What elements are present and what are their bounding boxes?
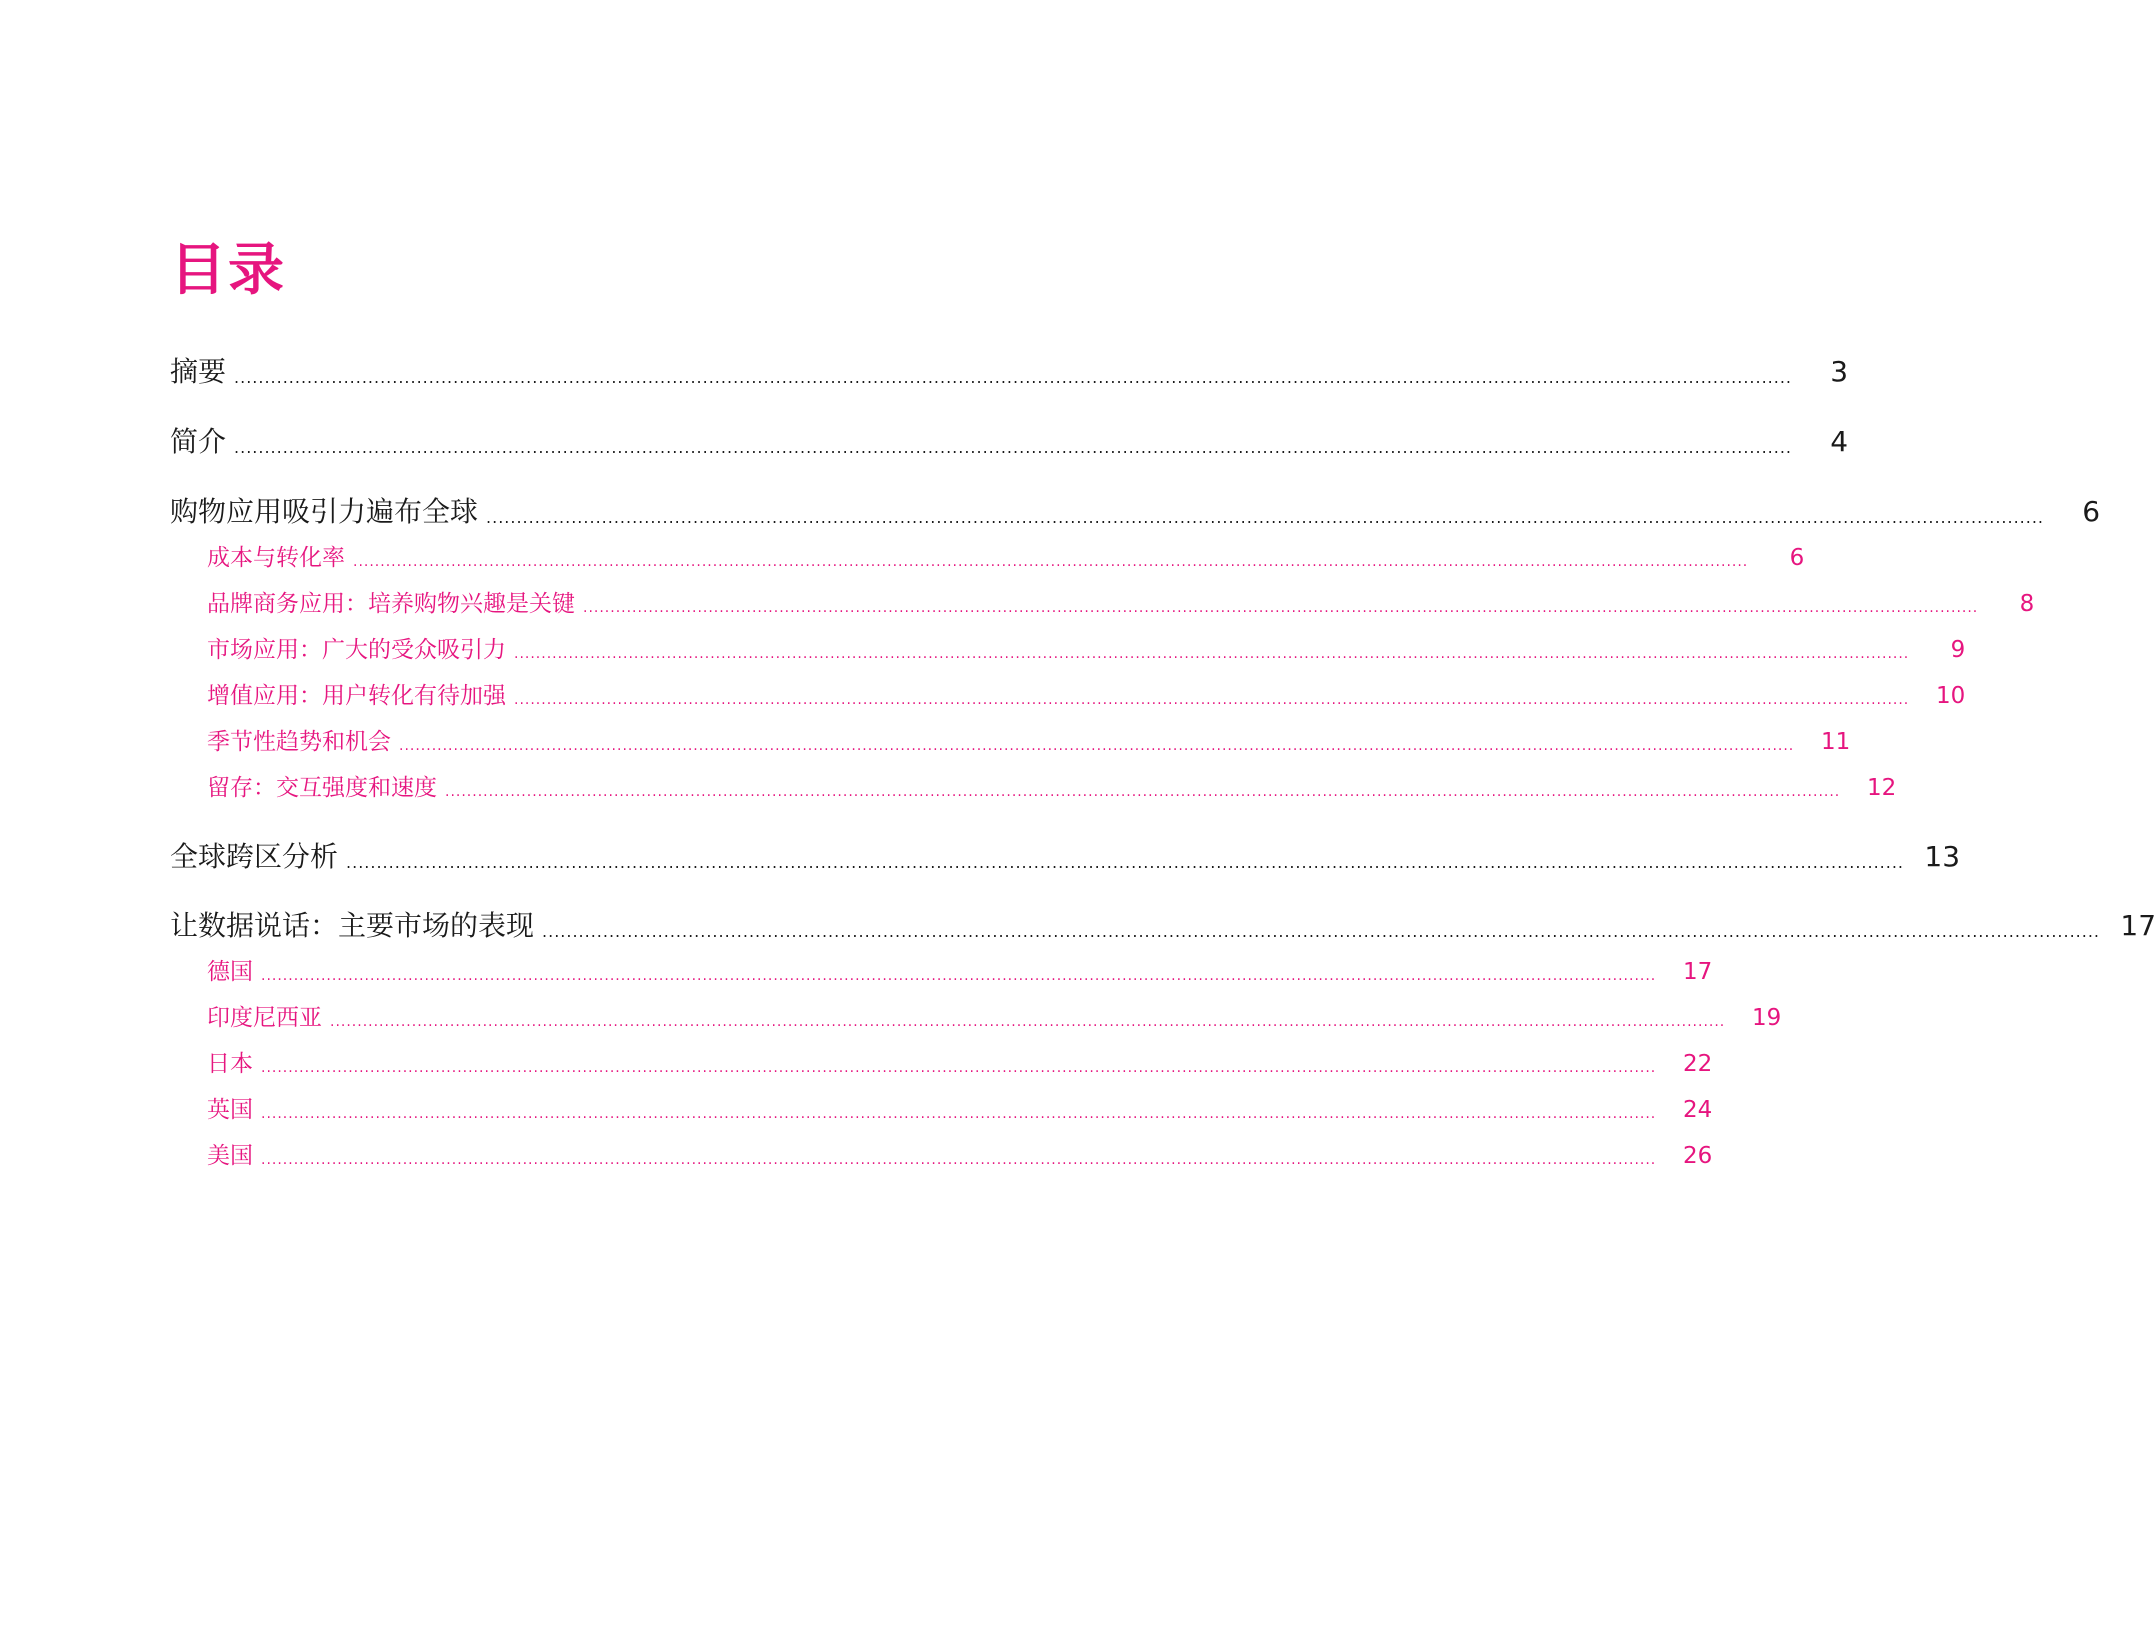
dot-leader: ................................................................................................................................................................................................................................................................ [261, 1060, 1657, 1076]
page-title: 目录 [170, 238, 286, 303]
toc-entry-global-appeal[interactable] [170, 495, 2101, 529]
toc-page-number: 19 [1751, 1005, 1782, 1031]
dot-leader: ................................................................................................................................................................................................................................................................ [445, 784, 1841, 800]
toc-entry-summary[interactable] [170, 355, 1849, 389]
toc-subentry-cost-conversion[interactable] [207, 544, 1805, 572]
toc-page-number: 9 [1950, 637, 1966, 663]
toc-page-number: 17 [2120, 909, 2156, 942]
toc-subentry-indonesia[interactable] [207, 1004, 1782, 1032]
toc-page-number: 26 [1682, 1143, 1713, 1169]
toc-label: 市场应用：广大的受众吸引力 [207, 637, 506, 663]
toc-subentry-retention[interactable] [207, 774, 1897, 802]
toc-entry-key-markets[interactable] [170, 909, 2156, 943]
toc-page-number: 6 [1789, 545, 1805, 571]
toc-subentry-value-apps[interactable] [207, 682, 1966, 710]
toc-entry-cross-region-analysis[interactable] [170, 840, 1961, 874]
toc-label: 德国 [207, 959, 253, 985]
toc-page-number: 4 [1830, 425, 1849, 458]
dot-leader: ................................................................................................................................................................................................................................................................ [583, 600, 1979, 616]
dot-leader: ................................................................................................................................................................................................................................................................ [261, 968, 1657, 984]
dot-leader: ................................................................................................................................................................................................................................................................ [261, 1152, 1657, 1168]
toc-page-number: 3 [1830, 355, 1849, 388]
toc-page-number: 12 [1866, 775, 1897, 801]
toc-page-number: 11 [1820, 729, 1851, 755]
toc-label: 增值应用：用户转化有待加强 [207, 683, 506, 709]
toc-page-number: 17 [1682, 959, 1713, 985]
dot-leader: ................................................................................................................................................................................................................................................................ [542, 922, 2101, 941]
toc-page-number: 24 [1682, 1097, 1713, 1123]
dot-leader: ................................................................................................................................................................................................................................................................ [353, 554, 1749, 570]
toc-label: 日本 [207, 1051, 253, 1077]
dot-leader: ................................................................................................................................................................................................................................................................ [234, 368, 1793, 387]
toc-page-number: 8 [2019, 591, 2035, 617]
toc-label: 留存：交互强度和速度 [207, 775, 437, 801]
dot-leader: ................................................................................................................................................................................................................................................................ [234, 438, 1793, 457]
toc-page-number: 13 [1924, 840, 1961, 873]
dot-leader: ................................................................................................................................................................................................................................................................ [346, 853, 1905, 872]
toc-subentry-germany[interactable] [207, 958, 1713, 986]
toc-label: 购物应用吸引力遍布全球 [170, 495, 479, 528]
toc-label: 品牌商务应用：培养购物兴趣是关键 [207, 591, 575, 617]
toc-page-number: 22 [1682, 1051, 1713, 1077]
dot-leader: ................................................................................................................................................................................................................................................................ [399, 738, 1795, 754]
toc-label: 让数据说话：主要市场的表现 [170, 909, 535, 942]
toc-subentry-usa[interactable] [207, 1142, 1713, 1170]
dot-leader: ................................................................................................................................................................................................................................................................ [486, 508, 2045, 527]
toc-subentry-uk[interactable] [207, 1096, 1713, 1124]
toc-label: 季节性趋势和机会 [207, 729, 391, 755]
toc-entry-introduction[interactable] [170, 425, 1849, 459]
toc-label: 摘要 [170, 355, 227, 388]
toc-subentry-seasonal-trends[interactable] [207, 728, 1851, 756]
toc-subentry-japan[interactable] [207, 1050, 1713, 1078]
toc-label: 印度尼西亚 [207, 1005, 322, 1031]
dot-leader: ................................................................................................................................................................................................................................................................ [514, 692, 1910, 708]
toc-label: 全球跨区分析 [170, 840, 339, 873]
toc-label: 简介 [170, 425, 227, 458]
toc-page-number: 10 [1935, 683, 1966, 709]
toc-label: 美国 [207, 1143, 253, 1169]
toc-label: 英国 [207, 1097, 253, 1123]
dot-leader: ................................................................................................................................................................................................................................................................ [261, 1106, 1657, 1122]
toc-subentry-marketplace[interactable] [207, 636, 1966, 664]
toc-subentry-brand-commerce[interactable] [207, 590, 2035, 618]
toc-label: 成本与转化率 [207, 545, 345, 571]
dot-leader: ................................................................................................................................................................................................................................................................ [514, 646, 1910, 662]
dot-leader: ................................................................................................................................................................................................................................................................ [330, 1014, 1726, 1030]
toc-page-number: 6 [2082, 495, 2101, 528]
